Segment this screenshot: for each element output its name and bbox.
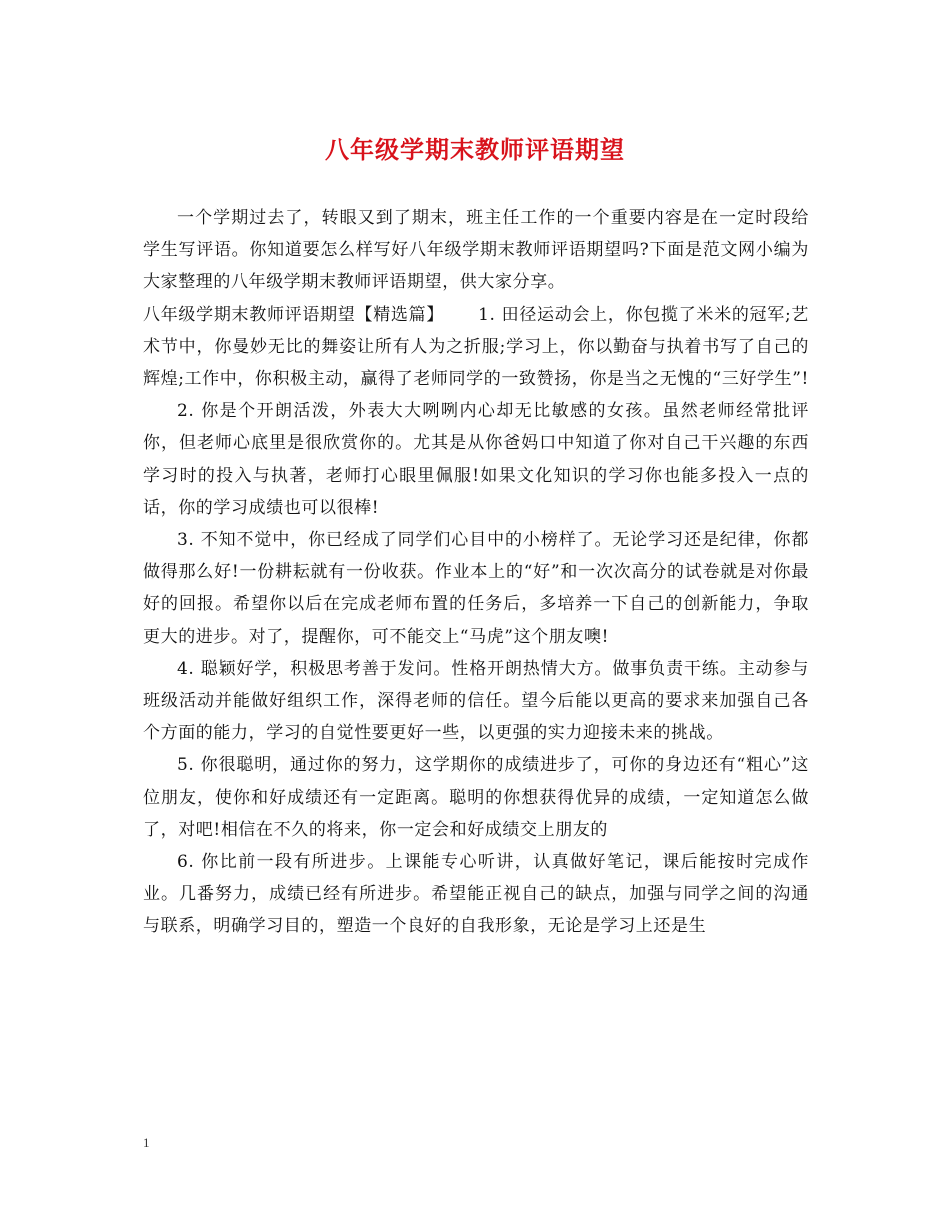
comment-item-5: 5. 你很聪明，通过你的努力，这学期你的成绩进步了，可你的身边还有“粗心”这位朋友，使你和好成绩还有一定距离。聪明的你想获得优异的成绩，一定知道怎么做了，对吧!相信在不久的将来，你一定会和好成绩交上朋友的 (143, 755, 809, 840)
document-title: 八年级学期末教师评语期望 (325, 135, 625, 164)
comment-item-2: 2. 你是个开朗活泼，外表大大咧咧内心却无比敏感的女孩。虽然老师经常批评你，但老师心底里是很欣赏你的。尤其是从你爸妈口中知道了你对自己干兴趣的东西学习时的投入与执著，老师打心眼里佩服!如果文化知识的学习你也能多投入一点的话，你的学习成绩也可以很棒! (143, 401, 809, 518)
comment-item-6: 6. 你比前一段有所进步。上课能专心听讲，认真做好笔记，课后能按时完成作业。几番努力，成绩已经有所进步。希望能正视自己的缺点，加强与同学之间的沟通与联系，明确学习目的，塑造一个良好的自我形象，无论是学习上还是生 (143, 852, 809, 937)
page-number: 1 (143, 1135, 150, 1150)
comment-item-1: 1. 田径运动会上，你包揽了米米的冠军;艺术节中，你曼妙无比的舞姿让所有人为之折服;学习上，你以勤奋与执着书写了自己的辉煌;工作中，你积极主动，赢得了老师同学的一致赞扬，你是当之无愧的“三好学生”! (143, 304, 810, 390)
comment-item-4: 4. 聪颖好学，积极思考善于发问。性格开朗热情大方。做事负责干练。主动参与班级活动并能做好组织工作，深得老师的信任。望今后能以更高的要求来加强自己各个方面的能力，学习的自觉性要更好一些，以更强的实力迎接未来的挑战。 (143, 658, 809, 744)
comment-item-3: 3. 不知不觉中，你已经成了同学们心目中的小榜样了。无论学习还是纪律，你都做得那么好!一份耕耘就有一份收获。作业本上的“好”和一次次高分的试卷就是对你最好的回报。希望你以后在完成老师布置的任务后，多培养一下自己的创新能力，争取更大的进步。对了，提醒你，可不能交上“马虎”这个朋友噢! (143, 530, 809, 647)
section-paragraph (143, 299, 809, 396)
document-body (143, 202, 809, 943)
section-heading: 八年级学期末教师评语期望【精选篇】 (143, 304, 445, 325)
intro-paragraph: 一个学期过去了，转眼又到了期末，班主任工作的一个重要内容是在一定时段给学生写评语。你知道要怎么样写好八年级学期末教师评语期望吗?下面是范文网小编为大家整理的八年级学期末教师评语期望，供大家分享。 (143, 208, 809, 293)
